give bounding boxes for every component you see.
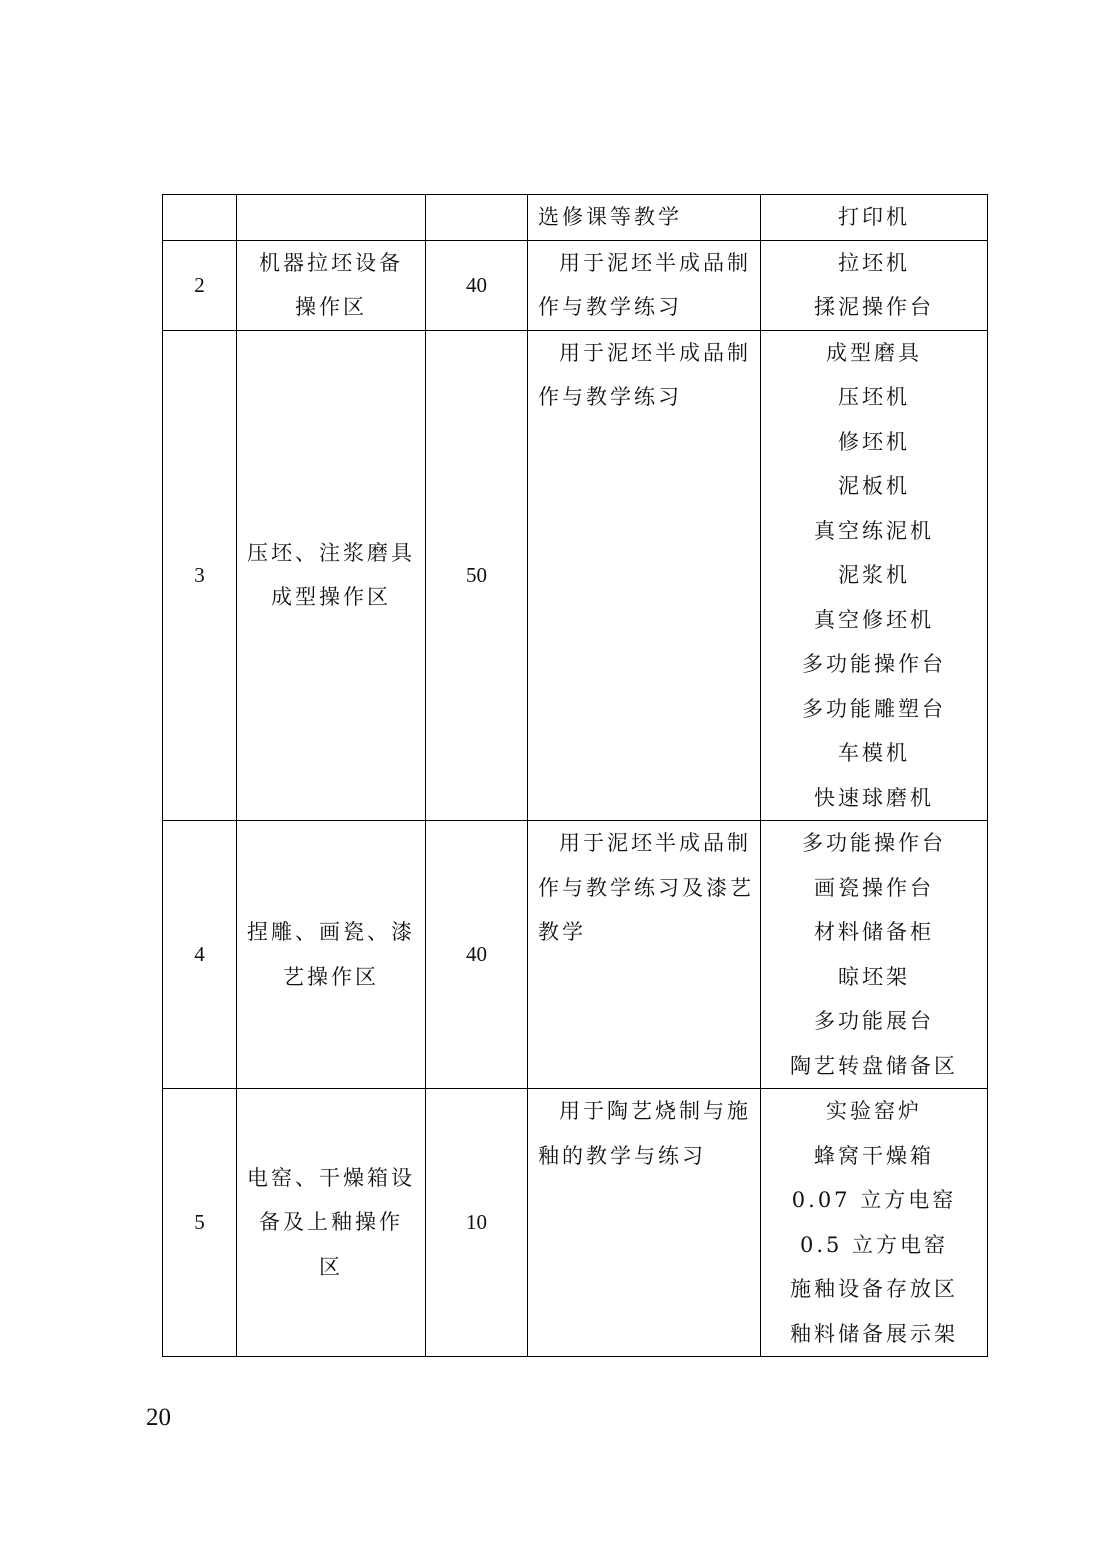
area-name-line: 区 [319,1254,343,1279]
equipment-item: 蜂窝干燥箱 [814,1143,934,1168]
area-size: 10 [466,1210,487,1235]
table-row [163,195,988,241]
area-size-cell [426,240,528,330]
equipment-item: 车模机 [838,741,910,765]
purpose-text: 用于泥坯半成品制 [559,831,751,855]
equipment-item: 0.5 立方电窑 [799,1232,949,1257]
area-size-cell [426,821,528,1089]
purpose-line [538,195,754,240]
equipment-item: 快速球磨机 [814,785,934,810]
equipment-item: 多功能操作台 [802,831,946,855]
equipment-item: 施釉设备存放区 [790,1277,958,1301]
equipment-item: 真空修坯机 [814,607,934,632]
table-row [163,330,988,821]
row-number: 2 [194,272,205,297]
table-row [163,240,988,330]
area-name-line: 艺操作区 [283,964,379,989]
equipment-table [162,194,988,1357]
purpose-text: 作与教学练习及漆艺 [538,875,754,900]
area-size-cell [426,195,528,241]
equipment-item: 成型磨具 [826,340,922,365]
area-size: 50 [466,563,487,587]
row-number-cell [163,240,237,330]
area-name-line: 压坯、注浆磨具 [247,540,415,565]
row-number-cell [163,821,237,1089]
equipment-item: 修坯机 [838,429,910,454]
area-name-line: 捏雕、画瓷、漆 [247,920,415,944]
equipment-item: 多功能操作台 [802,652,946,676]
row-number-cell [163,1089,237,1357]
purpose-cell [528,330,761,821]
row-number: 4 [194,942,205,967]
purpose-cell [528,240,761,330]
table-row [163,1089,988,1357]
equipment-cell [761,1089,988,1357]
area-name-cell [237,330,426,821]
equipment-item: 釉料储备展示架 [790,1321,958,1346]
area-name-line: 操作区 [295,295,367,319]
purpose-text: 用于陶艺烧制与施 [559,1099,751,1123]
area-name-line: 成型操作区 [271,585,391,610]
purpose-cell [528,195,761,241]
purpose-text: 教学 [538,920,586,944]
purpose-text: 作与教学练习 [538,295,682,319]
equipment-item: 揉泥操作台 [814,295,934,319]
purpose-text: 釉的教学与练习 [538,1143,706,1168]
equipment-item: 打印机 [838,205,910,229]
equipment-item: 0.07 立方电窑 [791,1188,957,1212]
purpose-text: 选修课等教学 [538,205,682,229]
purpose-line [538,241,754,286]
equipment-cell [761,330,988,821]
equipment-cell [761,821,988,1089]
purpose-cell [528,821,761,1089]
equipment-item: 晾坯架 [838,964,910,989]
area-size-cell [426,1089,528,1357]
equipment-item: 真空练泥机 [814,518,934,543]
area-name-line: 机器拉坯设备 [259,250,403,275]
purpose-line [538,910,754,955]
equipment-item: 泥板机 [838,474,910,498]
area-size-cell [426,330,528,821]
area-size: 40 [466,272,487,297]
table-body [163,195,988,1357]
equipment-item: 画瓷操作台 [814,875,934,900]
page-number: 20 [146,1404,171,1431]
equipment-item: 泥浆机 [838,563,910,587]
row-number: 5 [194,1210,205,1235]
equipment-item: 陶艺转盘储备区 [790,1053,958,1078]
purpose-line [538,866,754,911]
purpose-line [538,1134,754,1179]
equipment-cell [761,240,988,330]
purpose-text: 作与教学练习 [538,385,682,409]
row-number-cell [163,330,237,821]
area-name-cell [237,240,426,330]
purpose-text: 用于泥坯半成品制 [559,340,751,365]
area-name-cell [237,821,426,1089]
equipment-item: 多功能展台 [814,1009,934,1033]
purpose-line [538,1089,754,1134]
equipment-item: 拉坯机 [838,250,910,275]
area-name-line: 电窑、干燥箱设 [247,1165,415,1190]
equipment-item: 多功能雕塑台 [802,696,946,721]
table-row [163,821,988,1089]
purpose-line [538,821,754,866]
equipment-item: 实验窑炉 [826,1099,922,1123]
area-name-cell [237,1089,426,1357]
area-name-line: 备及上釉操作 [259,1210,403,1235]
purpose-cell [528,1089,761,1357]
purpose-line [538,285,754,330]
row-number: 3 [194,563,205,587]
area-name-cell [237,195,426,241]
purpose-line [538,375,754,420]
equipment-cell [761,195,988,241]
purpose-line [538,331,754,376]
equipment-item: 压坯机 [838,385,910,409]
equipment-item: 材料储备柜 [814,920,934,944]
purpose-text: 用于泥坯半成品制 [559,250,751,275]
area-size: 40 [466,942,487,967]
row-number-cell [163,195,237,241]
